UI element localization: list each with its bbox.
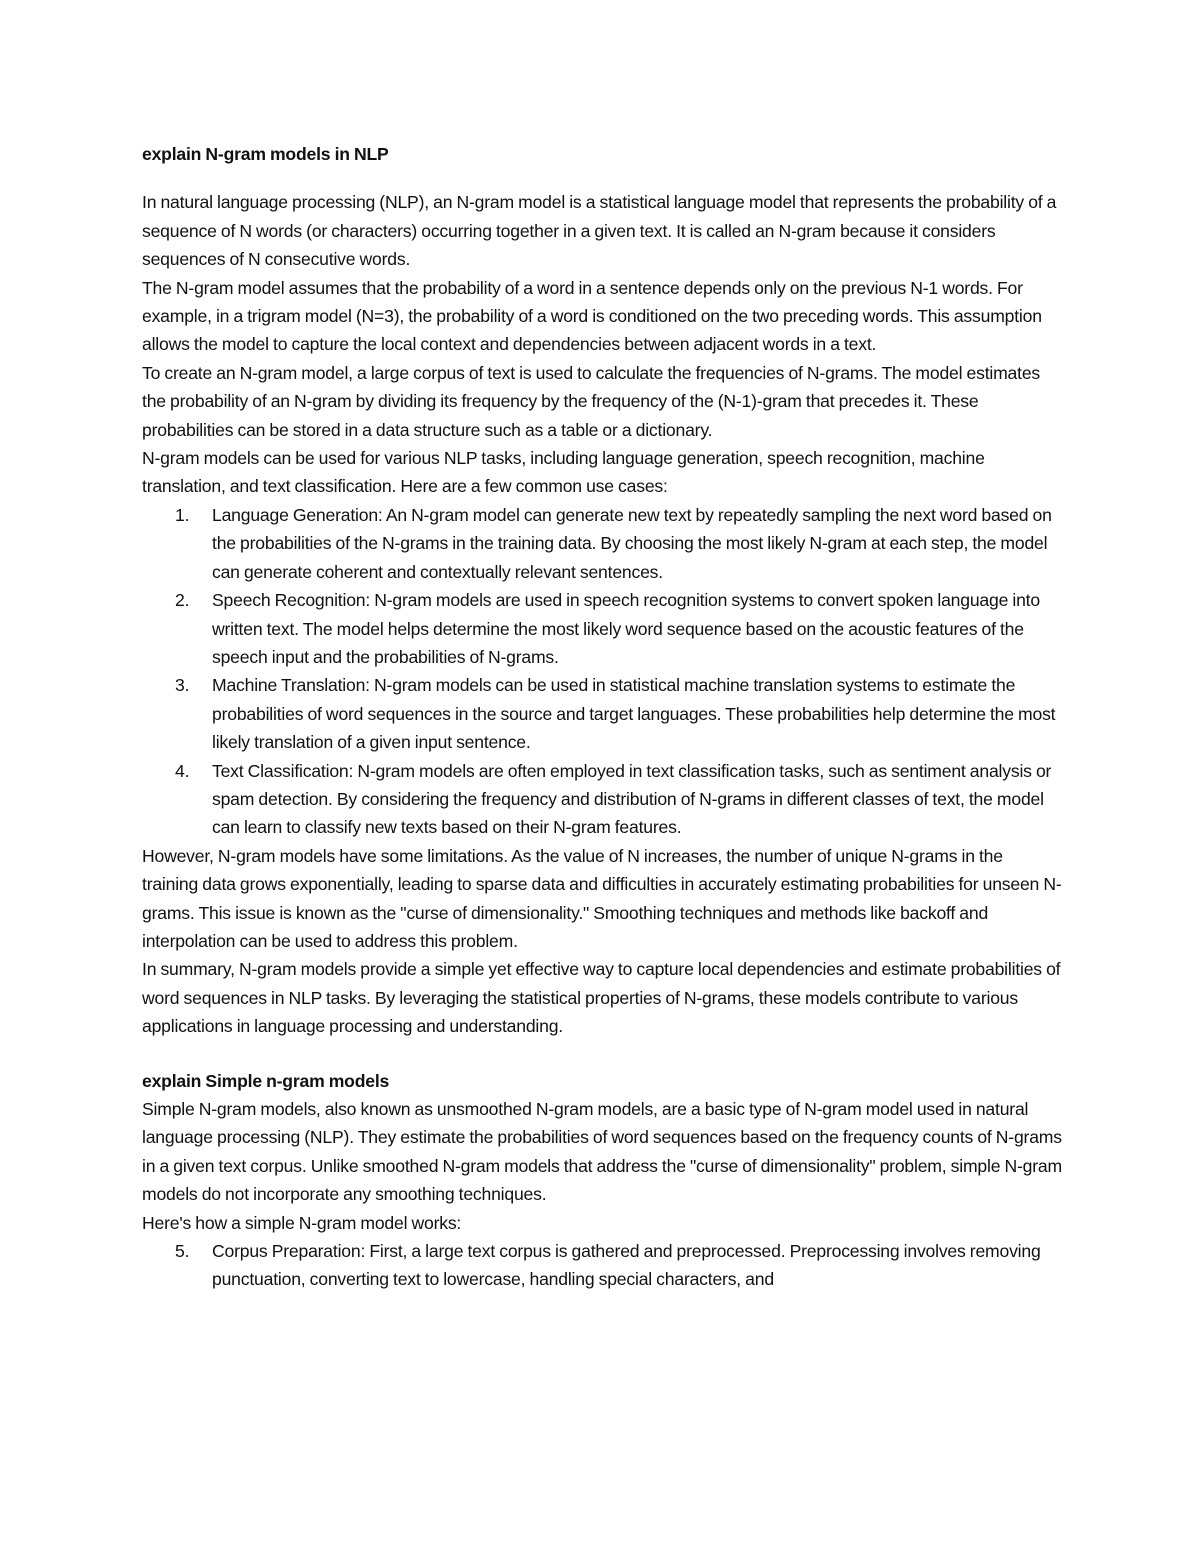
list-number: 2. <box>175 590 190 611</box>
list-item-text: Text Classification: N-gram models are often employed in text classification tasks, such as sentiment analysis or spam detection. By considering the frequency and distribution of N-grams in different classes of text, the model can learn to classify new texts based on their N-gram features. <box>212 760 1052 838</box>
list-number: 4. <box>175 760 190 781</box>
list-item-text: Speech Recognition: N-gram models are used in speech recognition systems to convert spoken language into written text. The model helps determine the most likely word sequence based on the acoustic features of the speech input and the probabilities of N-grams. <box>212 590 1040 667</box>
paragraph: However, N-gram models have some limitations. As the value of N increases, the number of unique N-grams in the training data grows exponentially, leading to sparse data and difficulties in accurately estimating probabilities for unseen N-grams. This issue is known as the "curse of dimensionality." Smoothing techniques and methods like backoff and interpolation can be used to address this problem. <box>142 845 1062 951</box>
list-number: 5. <box>175 1241 190 1262</box>
document-page <box>142 140 1062 1294</box>
paragraph: Simple N-gram models, also known as unsmoothed N-gram models, are a basic type of N-gram model used in natural language processing (NLP). They estimate the probabilities of word sequences based on the frequency counts of N-grams in a given text corpus. Unlike smoothed N-gram models that address the "curse of dimensionality" problem, simple N-gram models do not incorporate any smoothing techniques. <box>142 1099 1062 1205</box>
list-item <box>142 586 1062 671</box>
paragraph: Here's how a simple N-gram model works: <box>142 1212 462 1233</box>
list-item <box>142 671 1062 756</box>
use-case-list <box>142 501 1062 842</box>
paragraph: The N-gram model assumes that the probability of a word in a sentence depends only on the previous N-1 words. For example, in a trigram model (N=3), the probability of a word is conditioned on the two preceding words. This assumption allows the model to capture the local context and dependencies between adjacent words in a text. <box>142 277 1042 355</box>
list-item-text: Language Generation: An N-gram model can generate new text by repeatedly sampling the next word based on the probabilities of the N-grams in the training data. By choosing the most likely N-gram at each step, the model can generate coherent and contextually relevant sentences. <box>212 504 1052 582</box>
list-item-text: Corpus Preparation: First, a large text corpus is gathered and preprocessed. Preprocessing involves removing punctuation, converting text to lowercase, handling special characters, and <box>212 1241 1041 1290</box>
list-item <box>142 501 1062 586</box>
paragraph: In summary, N-gram models provide a simple yet effective way to capture local dependencies and estimate probabilities of word sequences in NLP tasks. By leveraging the statistical properties of N-grams, these models contribute to various applications in language processing and understanding. <box>142 959 1061 1037</box>
section-1-heading: explain N-gram models in NLP <box>142 144 389 164</box>
section-2-heading: explain Simple n-gram models <box>142 1070 390 1091</box>
list-item-text: Machine Translation: N-gram models can be used in statistical machine translation systems to estimate the probabilities of word sequences in the source and target languages. These probabilities help determine the most likely translation of a given input sentence. <box>212 675 1056 753</box>
list-number: 1. <box>175 504 190 525</box>
steps-list <box>142 1237 1062 1294</box>
list-item <box>142 757 1062 842</box>
list-item <box>142 1237 1062 1294</box>
paragraph: N-gram models can be used for various NLP tasks, including language generation, speech recognition, machine translation, and text classification. Here are a few common use cases: <box>142 448 985 497</box>
list-number: 3. <box>175 675 190 696</box>
paragraph: To create an N-gram model, a large corpus of text is used to calculate the frequencies of N-grams. The model estimates the probability of an N-gram by dividing its frequency by the frequency of the (N-1)-gram that precedes it. These probabilities can be stored in a data structure such as a table or a dictionary. <box>142 362 1041 440</box>
paragraph: In natural language processing (NLP), an N-gram model is a statistical language model that represents the probability of a sequence of N words (or characters) occurring together in a given text. It is called an N-gram because it considers sequences of N consecutive words. <box>142 192 1057 270</box>
